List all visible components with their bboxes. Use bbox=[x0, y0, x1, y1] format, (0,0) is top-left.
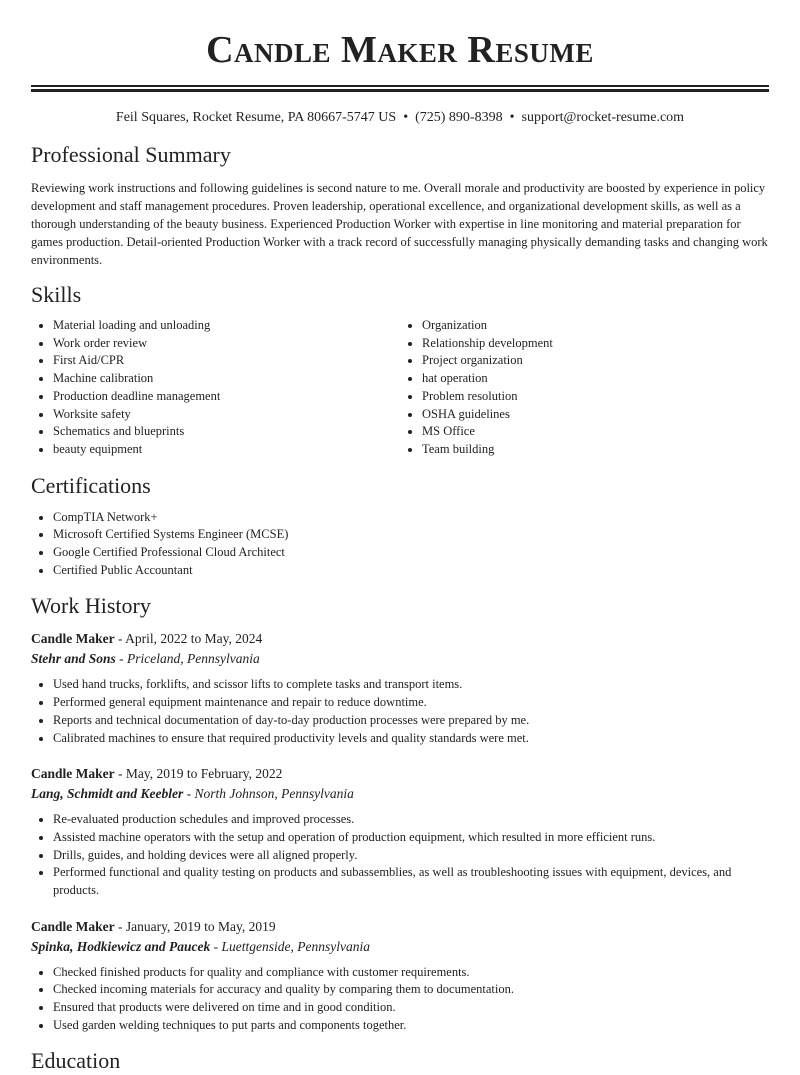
skill-item: • Organization bbox=[422, 317, 769, 335]
job-title-line bbox=[31, 629, 769, 649]
skill-item: • Work order review bbox=[53, 335, 400, 353]
job-role: Candle Maker bbox=[31, 766, 115, 782]
job-dates: - May, 2019 to February, 2022 bbox=[114, 766, 283, 782]
title-divider-thick bbox=[31, 89, 769, 92]
contact-separator: • bbox=[403, 110, 409, 125]
skill-item: • Production deadline management bbox=[53, 388, 400, 406]
job-company-line bbox=[31, 784, 769, 804]
certification-item: • Microsoft Certified Systems Engineer (MCSE) bbox=[53, 526, 769, 544]
summary-text: Reviewing work instructions and following guidelines is second nature to me. Overall morale and productivity are boosted by experience in policy development and staff management procedures. Proven leadership, operational excellence, and organizational development skills, as well as a thorough understanding of the beauty business. Experienced Production Worker with expertise in line monitoring and material preparation for games production. Detail-oriented Production Worker with a track record of successfully managing physically demanding tasks and changing work environments. bbox=[31, 181, 768, 267]
job-bullet: • Performed functional and quality testing on products and subassemblies, as well as troubleshooting issues with equipment, devices, and products. bbox=[53, 864, 769, 899]
summary-heading: Professional Summary bbox=[31, 142, 231, 167]
skill-item: • Problem resolution bbox=[422, 388, 769, 406]
job-bullet: • Used garden welding techniques to put parts and components together. bbox=[53, 1017, 769, 1035]
job-company: Spinka, Hodkiewicz and Paucek bbox=[31, 938, 211, 954]
title-divider-thin bbox=[31, 85, 769, 87]
contact-separator: • bbox=[509, 110, 515, 125]
skills-right-column bbox=[400, 317, 769, 459]
job-bullet: • Used hand trucks, forklifts, and scissor lifts to complete tasks and transport items. bbox=[53, 676, 769, 694]
job-bullets bbox=[31, 964, 769, 1035]
job-bullet: • Reports and technical documentation of day-to-day production processes were prepared by me. bbox=[53, 712, 769, 730]
job-bullets bbox=[31, 676, 769, 747]
skill-item: • hat operation bbox=[422, 370, 769, 388]
job-bullet: • Performed general equipment maintenance and repair to reduce downtime. bbox=[53, 694, 769, 712]
job-entry bbox=[31, 917, 769, 1035]
certifications-list bbox=[31, 509, 769, 580]
job-bullet: • Checked incoming materials for accuracy and quality by comparing them to documentation. bbox=[53, 981, 769, 999]
certification-item: • Google Certified Professional Cloud Architect bbox=[53, 544, 769, 562]
skills-left-column bbox=[31, 317, 400, 459]
job-bullet: • Checked finished products for quality and compliance with customer requirements. bbox=[53, 964, 769, 982]
job-dates: - January, 2019 to May, 2019 bbox=[114, 918, 276, 934]
page-title: Candle Maker Resume bbox=[206, 29, 594, 71]
job-dates: - April, 2022 to May, 2024 bbox=[114, 631, 263, 647]
skill-item: • Project organization bbox=[422, 352, 769, 370]
job-bullet: • Re-evaluated production schedules and improved processes. bbox=[53, 811, 769, 829]
job-company-line bbox=[31, 937, 769, 957]
job-role: Candle Maker bbox=[31, 918, 115, 934]
skill-item: • Relationship development bbox=[422, 335, 769, 353]
contact-phone: (725) 890-8398 bbox=[415, 110, 503, 125]
contact-address: Feil Squares, Rocket Resume, PA 80667-5747 US bbox=[115, 110, 397, 125]
job-location: - Priceland, Pennsylvania bbox=[115, 651, 260, 667]
skill-item: • Material loading and unloading bbox=[53, 317, 400, 335]
skill-item: • OSHA guidelines bbox=[422, 406, 769, 424]
job-location: - Luettgenside, Pennsylvania bbox=[210, 938, 370, 954]
job-company: Stehr and Sons bbox=[31, 651, 116, 667]
skill-item: • MS Office bbox=[422, 423, 769, 441]
job-entry bbox=[31, 629, 769, 747]
skill-item: • First Aid/CPR bbox=[53, 352, 400, 370]
certification-item: • Certified Public Accountant bbox=[53, 562, 769, 580]
contact-email: support@rocket-resume.com bbox=[521, 110, 685, 125]
skills-list bbox=[31, 317, 769, 459]
skill-item: • Machine calibration bbox=[53, 370, 400, 388]
job-role: Candle Maker bbox=[31, 631, 115, 647]
skill-item: • Worksite safety bbox=[53, 406, 400, 424]
education-heading: Education bbox=[31, 1047, 121, 1073]
job-bullets bbox=[31, 811, 769, 900]
job-bullet: • Calibrated machines to ensure that required productivity levels and quality standards were met. bbox=[53, 730, 769, 748]
job-company: Lang, Schmidt and Keebler bbox=[31, 786, 184, 802]
skills-heading: Skills bbox=[31, 282, 82, 307]
skill-item: • beauty equipment bbox=[53, 441, 400, 459]
certification-item: • CompTIA Network+ bbox=[53, 509, 769, 527]
contact-line bbox=[31, 109, 769, 127]
skill-item: • Team building bbox=[422, 441, 769, 459]
job-title-line bbox=[31, 917, 769, 937]
certifications-heading: Certifications bbox=[31, 472, 151, 498]
job-company-line bbox=[31, 649, 769, 669]
job-title-line bbox=[31, 764, 769, 784]
job-bullet: • Drills, guides, and holding devices were all aligned properly. bbox=[53, 847, 769, 865]
job-bullet: • Assisted machine operators with the setup and operation of production equipment, which resulted in more efficient runs. bbox=[53, 829, 769, 847]
skill-item: • Schematics and blueprints bbox=[53, 423, 400, 441]
job-entry bbox=[31, 764, 769, 900]
job-bullet: • Ensured that products were delivered on time and in good condition. bbox=[53, 999, 769, 1017]
job-location: - North Johnson, Pennsylvania bbox=[183, 786, 354, 802]
work-history-heading: Work History bbox=[31, 593, 151, 619]
